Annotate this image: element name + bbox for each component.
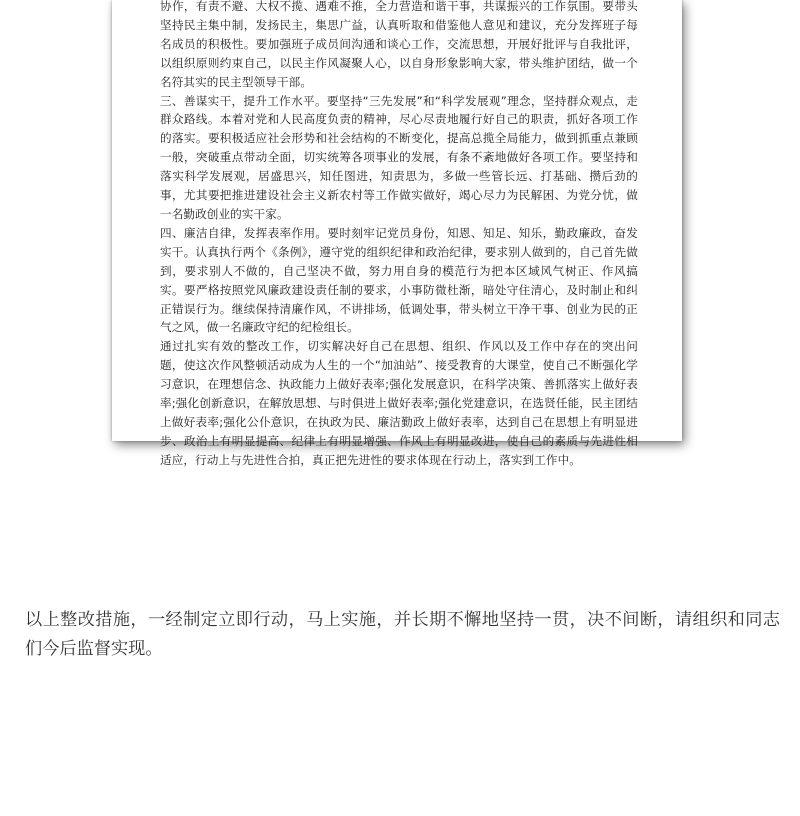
document-paragraph-1: 协作，有责不避、大权不揽、遇难不推，全力营造和谐干事，共谋振兴的工作氛围。要带头坚持民主集中制，发扬民主，集思广益，认真听取和借鉴他人意见和建议，充分发挥班子每名成员的积极性。要加强班子成员间沟通和谈心工作，交流思想，开展好批评与自我批评，以组织原则约束自己，以民主作风凝聚人心，以自身形象影响大家，带头维护团结，做一个名符其实的民主型领导干部。 [160, 0, 638, 89]
document-body [160, 0, 638, 470]
document-paragraph-4: 通过扎实有效的整改工作，切实解决好自己在思想、组织、作风以及工作中存在的突出问题，使这次作风整顿活动成为人生的一个“加油站”、接受教育的大课堂，使自己不断强化学习意识，在理想信念、执政能力上做好表率;强化发展意识，在科学决策、善抓落实上做好表率;强化创新意识，在解放思想、与时俱进上做好表率;强化党建意识，在选贤任能，民主团结上做好表率;强化公仆意识，在执政为民、廉洁勤政上做好表率，达到自己在思想上有明显进步、政治上有明显提高、纪律上有明显增强、作风上有明显改进，使自己的素质与先进性相适应，行动上与先进性合拍，真正把先进性的要求体现在行动上，落实到工作中。 [160, 339, 638, 467]
document-paragraph-3: 四、廉洁自律，发挥表率作用。要时刻牢记党员身份，知恩、知足、知乐，勤政廉政，奋发实干。认真执行两个《条例》，遵守党的组织纪律和政治纪律，要求别人做到的，自己首先做到，要求别人不做的，自己坚决不做，努力用自身的模范行为把本区域风气树正、作风搞实。要严格按照党风廉政建设责任制的要求，小事防微杜渐，暗处守住清心，及时制止和纠正错误行为。继续保持清廉作风，不讲排场，低调处事，带头树立干净干事、创业为民的正气之风，做一名廉政守纪的纪检组长。 [160, 225, 638, 335]
closing-statement: 以上整改措施，一经制定立即行动，马上实施，并长期不懈地坚持一贯，决不间断，请组织和同志们今后监督实现。 [25, 610, 780, 659]
document-paragraph-2: 三、善谋实干，提升工作水平。要坚持“三先发展”和“科学发展观”理念，坚持群众观点，走群众路线。本着对党和人民高度负责的精神，尽心尽责地履行好自己的职责，抓好各项工作的落实。要积极适应社会形势和社会结构的不断变化，提高总揽全局能力，做到抓重点兼顾一般，突破重点带动全面，切实统筹各项事业的发展，有条不紊地做好各项工作。要坚持和落实科学发展观，居盛思兴，知任图进，知责思为，多做一些管长远、打基础、攒后劲的事，尤其要把推进建设社会主义新农村等工作做实做好，竭心尽力为民解困、为党分忧，做一名勤政创业的实干家。 [160, 93, 638, 221]
document-page [112, 0, 682, 467]
